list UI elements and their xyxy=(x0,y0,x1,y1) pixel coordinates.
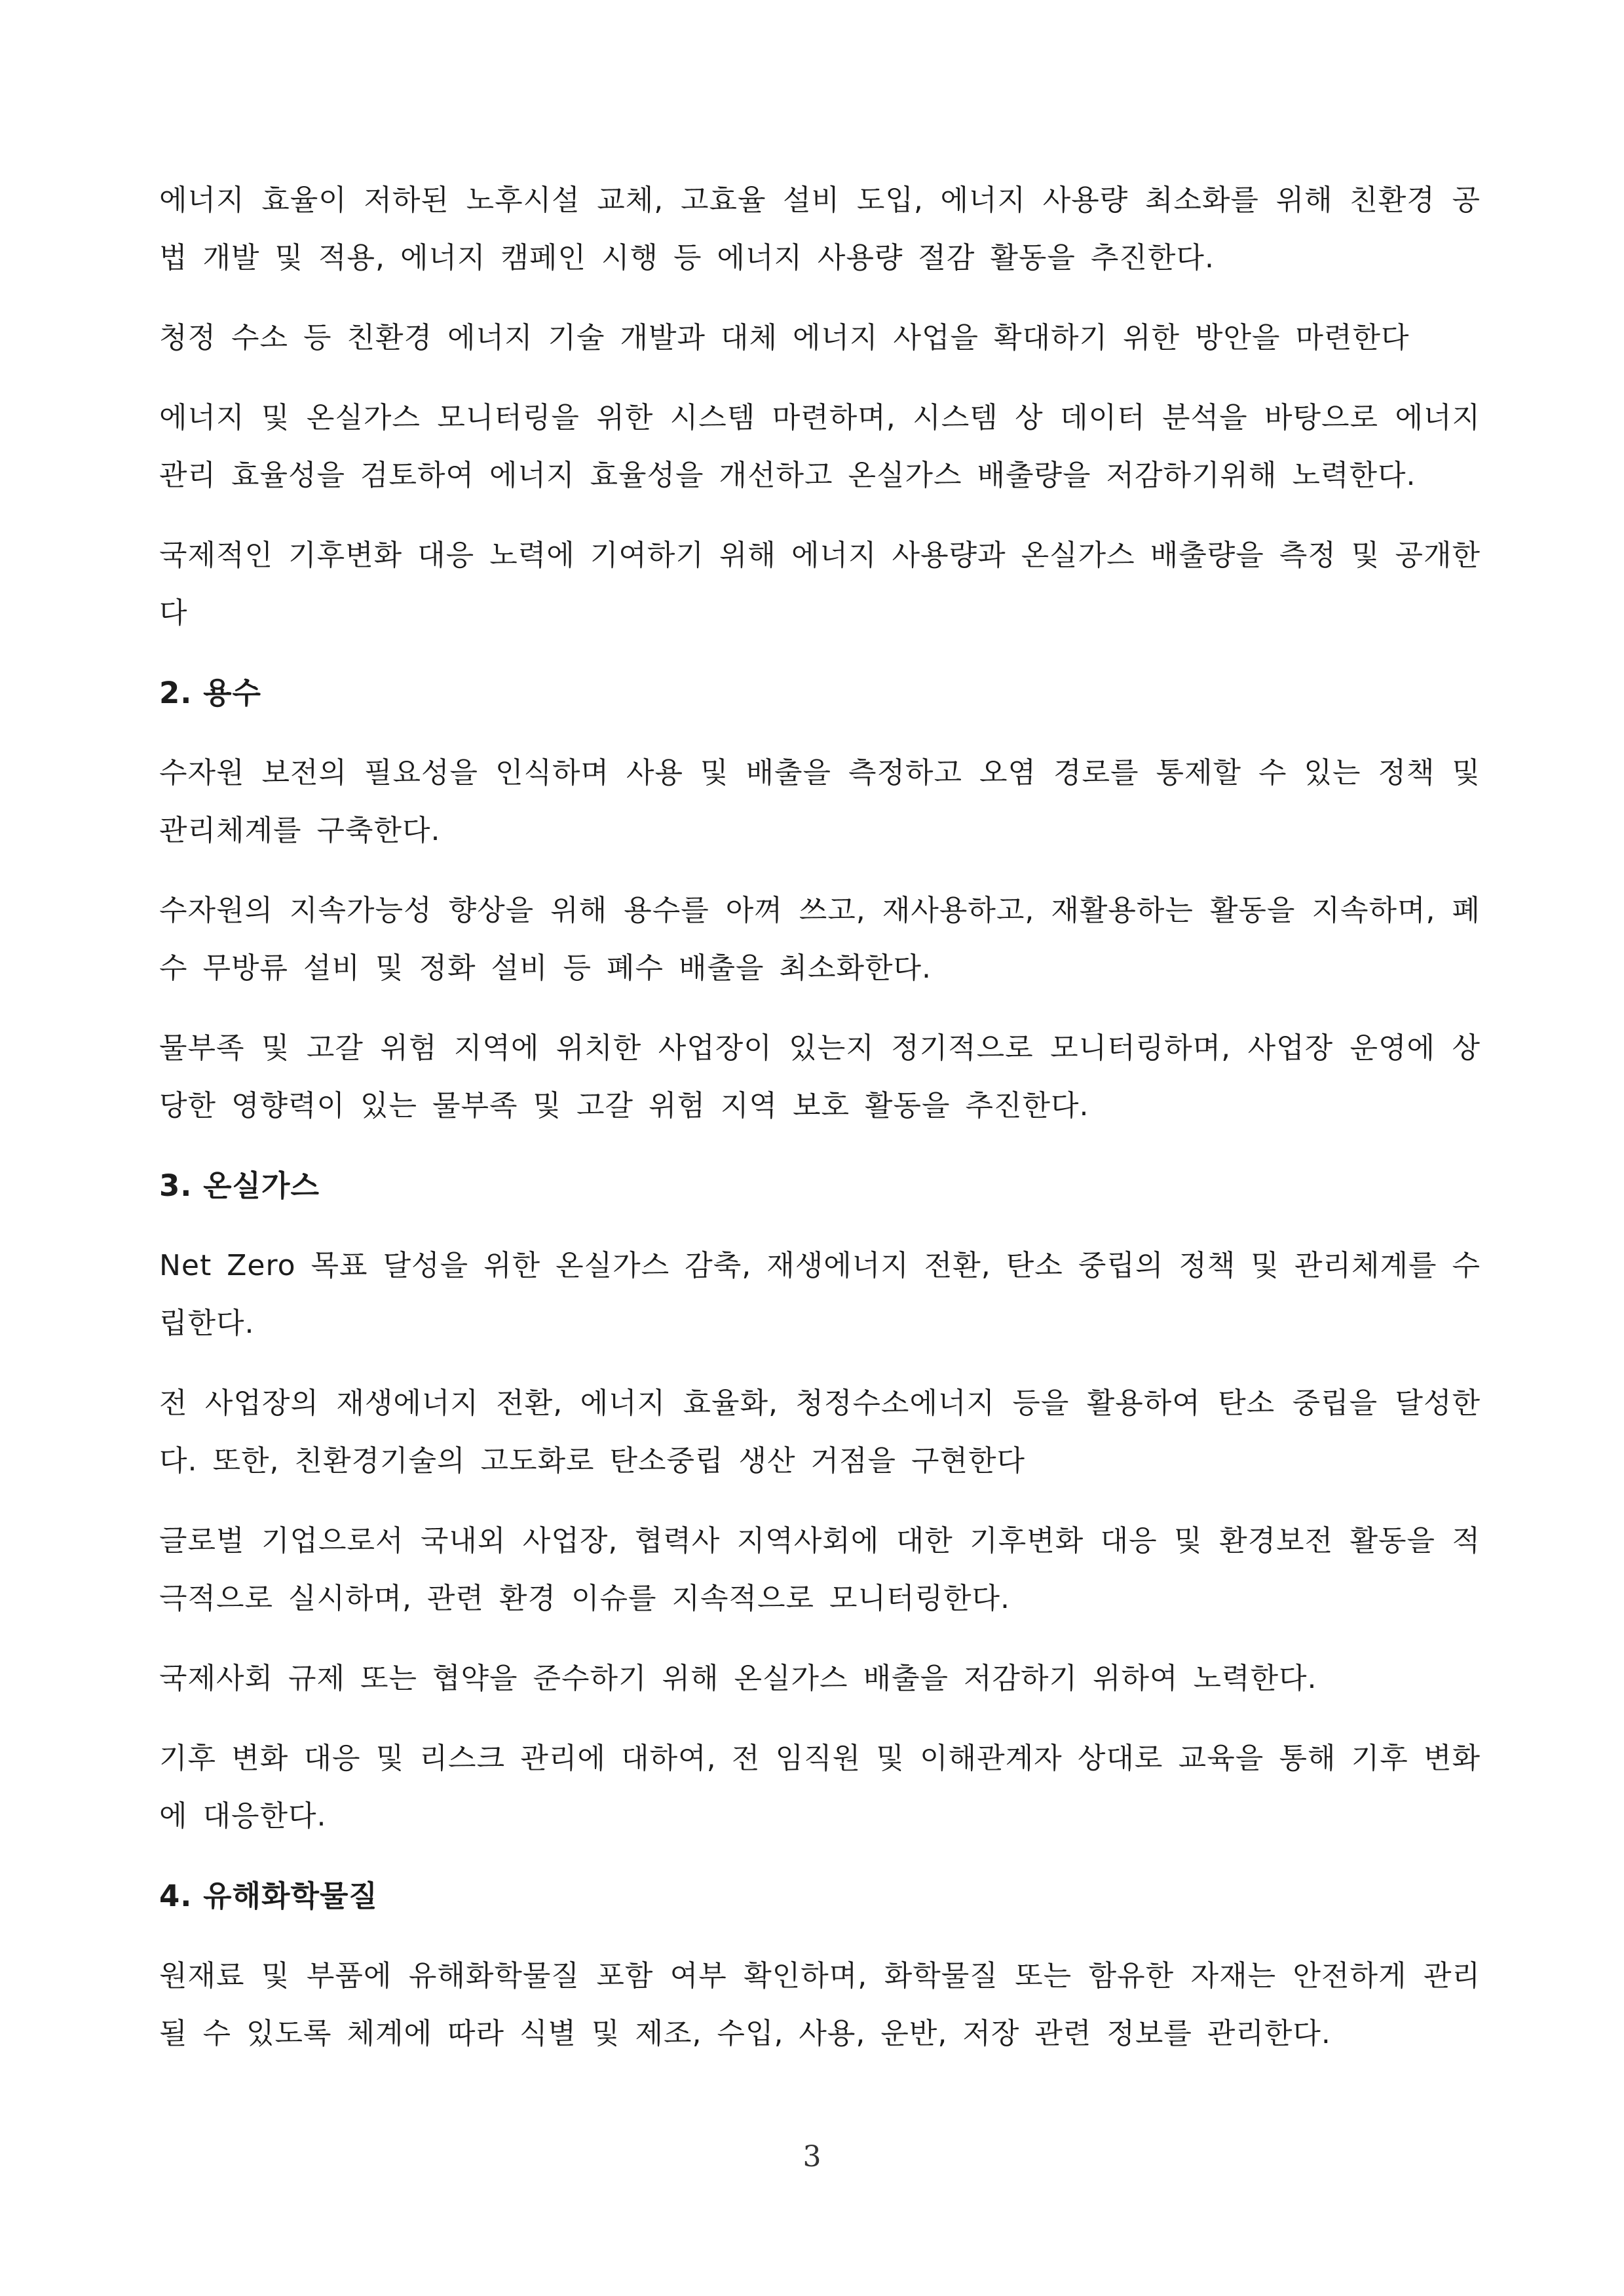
section-heading: 3. 온실가스 xyxy=(159,1168,320,1203)
paragraph: 글로벌 기업으로서 국내외 사업장, 협력사 지역사회에 대한 기후변화 대응 및 환경보전 활동을 적극적으로 실시하며, 관련 환경 이슈를 지속적으로 모니터링한다. xyxy=(159,1524,1481,1615)
section-hazardous-chemicals xyxy=(159,1867,1481,2063)
paragraph: 수자원의 지속가능성 향상을 위해 용수를 아껴 쓰고, 재사용하고, 재활용하는 활동을 지속하며, 폐수 무방류 설비 및 정화 설비 등 폐수 배출을 최소화한다. xyxy=(159,894,1481,985)
paragraph: Net Zero 목표 달성을 위한 온실가스 감축, 재생에너지 전환, 탄소 중립의 정책 및 관리체계를 수립한다. xyxy=(159,1249,1481,1340)
paragraph: 청정 수소 등 친환경 에너지 기술 개발과 대체 에너지 사업을 확대하기 위한 방안을 마련한다 xyxy=(159,321,1410,354)
section-heading: 4. 유해화학물질 xyxy=(159,1879,378,1913)
paragraph: 에너지 및 온실가스 모니터링을 위한 시스템 마련하며, 시스템 상 데이터 분석을 바탕으로 에너지 관리 효율성을 검토하여 에너지 효율성을 개선하고 온실가스 배출량을 저감하기위해 노력한다. xyxy=(159,401,1481,492)
paragraph: 기후 변화 대응 및 리스크 관리에 대하여, 전 임직원 및 이해관계자 상대로 교육을 통해 기후 변화에 대응한다. xyxy=(159,1742,1481,1833)
paragraph: 수자원 보전의 필요성을 인식하며 사용 및 배출을 측정하고 오염 경로를 통제할 수 있는 정책 및 관리체계를 구축한다. xyxy=(159,756,1481,847)
paragraph: 국제사회 규제 또는 협약을 준수하기 위해 온실가스 배출을 저감하기 위하여 노력한다. xyxy=(159,1662,1317,1695)
paragraph: 에너지 효율이 저하된 노후시설 교체, 고효율 설비 도입, 에너지 사용량 최소화를 위해 친환경 공법 개발 및 적용, 에너지 캠페인 시행 등 에너지 사용량 절감 활동을 추진한다. xyxy=(159,183,1481,275)
section-heading: 2. 용수 xyxy=(159,676,262,710)
paragraph: 국제적인 기후변화 대응 노력에 기여하기 위해 에너지 사용량과 온실가스 배출량을 측정 및 공개한다 xyxy=(159,539,1481,630)
section-greenhouse-gas xyxy=(159,1157,1481,1845)
energy-intro xyxy=(159,172,1481,642)
section-water xyxy=(159,664,1481,1135)
document-body xyxy=(159,172,1481,2085)
paragraph: 전 사업장의 재생에너지 전환, 에너지 효율화, 청정수소에너지 등을 활용하여 탄소 중립을 달성한다. 또한, 친환경기술의 고도화로 탄소중립 생산 거점을 구현한다 xyxy=(159,1387,1481,1478)
paragraph: 원재료 및 부품에 유해화학물질 포함 여부 확인하며, 화학물질 또는 함유한 자재는 안전하게 관리될 수 있도록 체계에 따라 식별 및 제조, 수입, 사용, 운반, 저장 관련 정보를 관리한다. xyxy=(159,1959,1481,2050)
page-number: 3 xyxy=(803,2140,821,2173)
paragraph: 물부족 및 고갈 위험 지역에 위치한 사업장이 있는지 정기적으로 모니터링하며, 사업장 운영에 상당한 영향력이 있는 물부족 및 고갈 위험 지역 보호 활동을 추진한다. xyxy=(159,1031,1481,1122)
